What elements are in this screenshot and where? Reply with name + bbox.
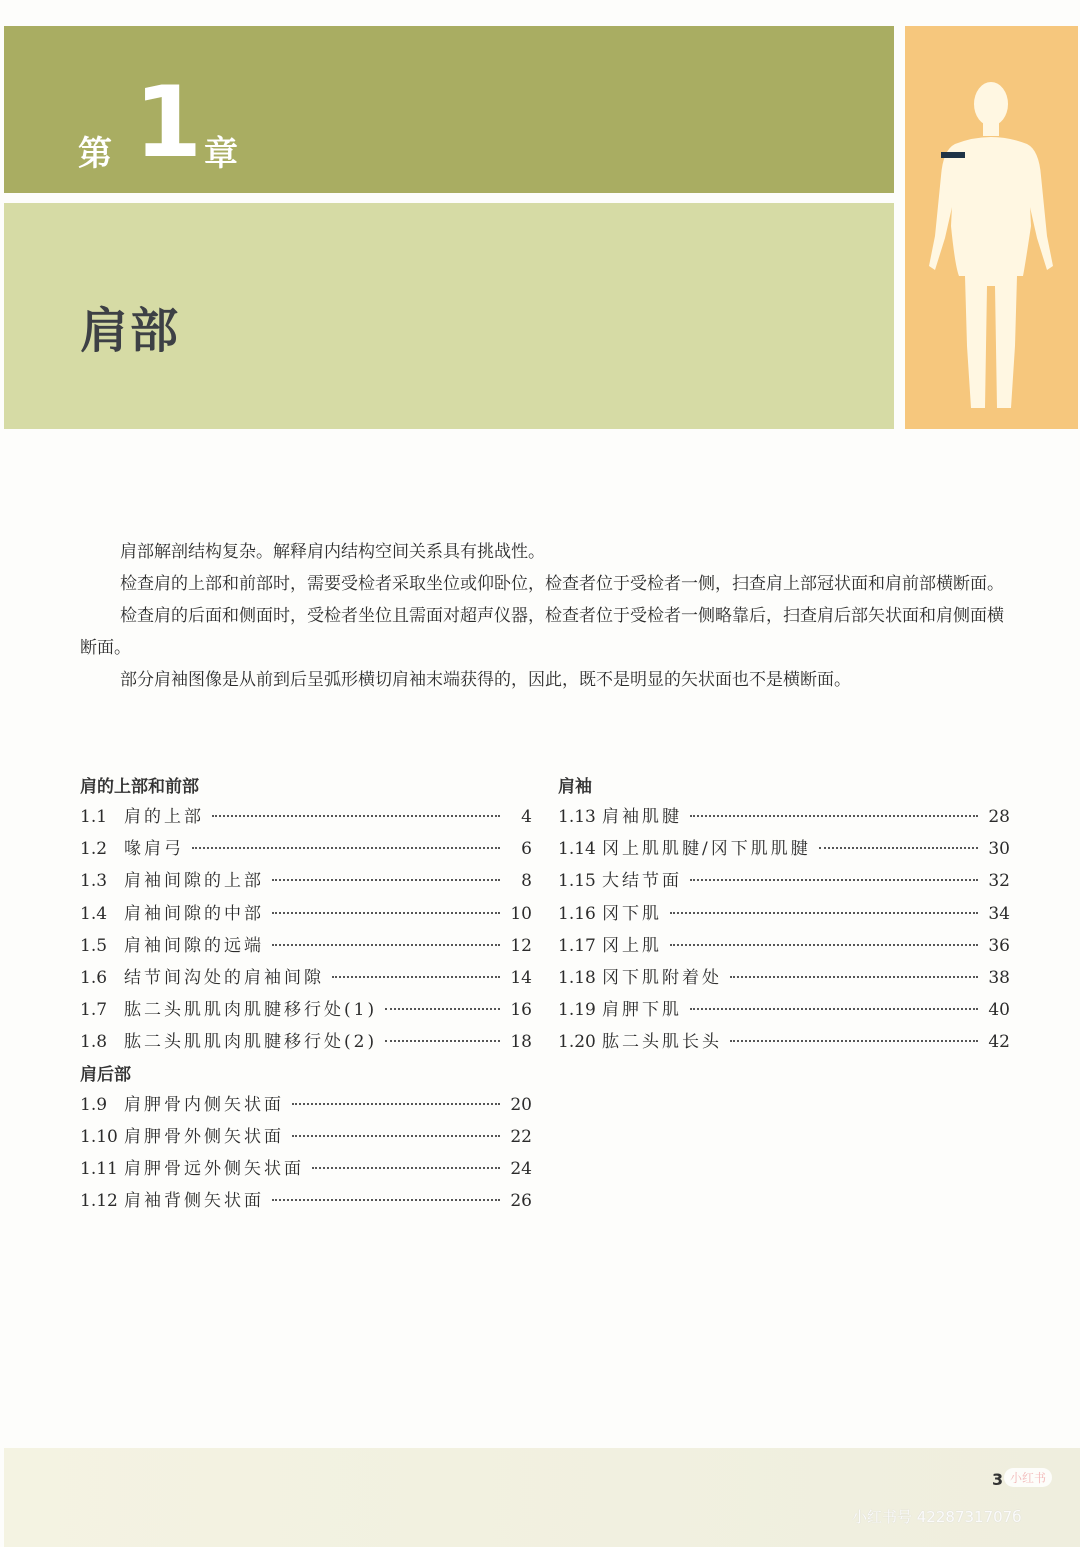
toc-entry-label: 肩胛下肌 [602,1000,682,1021]
toc-section-heading: 肩袖 [558,777,592,797]
watermark-logo: 小红书 [1004,1468,1052,1487]
toc-list [80,802,532,1060]
intro-text [80,536,1010,696]
toc-entry[interactable] [80,802,532,834]
toc-entry-page: 16 [510,1000,532,1021]
toc-entry-label: 肩的上部 [124,807,204,827]
toc-entry-label: 肱二头肌肌肉肌腱移行处(1) [124,1000,378,1021]
toc-entry[interactable] [80,1090,532,1122]
toc-entry-label: 肩袖肌腱 [602,807,682,827]
toc-entry[interactable] [80,1027,532,1059]
toc-entry-leader [730,975,978,978]
toc-entry-number: 1.13 [558,807,596,827]
toc-entry-leader [272,943,500,946]
toc-entry-page: 20 [510,1094,532,1115]
toc-entry[interactable] [80,931,532,963]
toc-entry[interactable] [558,963,1010,995]
chapter-number: 1 [134,66,203,180]
toc-entry-page: 10 [510,903,532,924]
toc-entry[interactable] [558,866,1010,898]
toc-entry-page: 30 [988,839,1010,860]
toc-entry-number: 1.2 [80,839,108,860]
toc-entry-label: 肩袖间隙的上部 [124,871,264,892]
toc-entry[interactable] [558,1027,1010,1059]
toc-entry-leader [312,1166,500,1169]
toc-entry[interactable] [558,995,1010,1027]
toc-entry-leader [272,911,500,914]
intro-paragraph: 部分肩袖图像是从前到后呈弧形横切肩袖末端获得的，因此，既不是明显的矢状面也不是横断面。 [120,670,851,690]
intro-paragraph: 检查肩的后面和侧面时，受检者坐位且需面对超声仪器，检查者位于受检者一侧略靠后，扫查肩后部矢状面和肩侧面横断面。 [80,606,1004,658]
toc-entry-number: 1.14 [558,839,596,860]
chapter-title: 肩部 [80,303,181,359]
toc-entry-label: 冈下肌 [602,903,662,924]
toc-entry-number: 1.1 [80,807,108,827]
toc-entry[interactable] [80,963,532,995]
toc-section-heading: 肩后部 [80,1064,131,1085]
toc-entry-page: 26 [510,1191,532,1212]
toc-entry-page: 32 [988,871,1010,892]
toc-list [80,1090,532,1219]
chapter-prefix: 第 [78,134,112,174]
toc-entry-label: 喙肩弓 [124,839,184,860]
toc-entry-number: 1.20 [558,1032,596,1053]
toc-entry-label: 冈上肌肌腱/冈下肌肌腱 [602,839,811,860]
human-body-icon [905,26,1078,429]
toc-entry-number: 1.5 [80,935,108,956]
toc-entry[interactable] [558,802,1010,834]
watermark-id: 小红书号 4228731707б [852,1508,1022,1526]
toc-entry[interactable] [80,834,532,866]
toc-entry-page: 28 [988,807,1010,827]
toc-entry-number: 1.11 [80,1158,118,1179]
intro-paragraph: 检查肩的上部和前部时，需要受检者采取坐位或仰卧位，检查者位于受检者一侧，扫查肩上部冠状面和肩前部横断面。 [120,574,1004,594]
footer-band [4,1448,1080,1547]
toc-entry-page: 40 [988,1000,1010,1021]
toc-entry[interactable] [80,995,532,1027]
toc-entry-leader [670,943,978,946]
toc-entry-number: 1.10 [80,1126,118,1147]
toc-entry-leader [292,1134,500,1137]
toc-list [558,802,1010,1060]
toc-entry[interactable] [80,866,532,898]
toc-entry-page: 18 [510,1032,532,1053]
toc-entry-number: 1.12 [80,1191,118,1212]
toc-entry-page: 8 [521,871,532,892]
toc-entry[interactable] [80,1122,532,1154]
shoulder-marker [941,152,965,158]
toc-section-heading: 肩的上部和前部 [80,777,199,797]
toc-entry-leader [332,975,500,978]
toc-left-column [80,772,532,1218]
toc-entry-page: 6 [521,839,532,860]
toc-entry[interactable] [80,899,532,931]
intro-paragraph: 肩部解剖结构复杂。解释肩内结构空间关系具有挑战性。 [120,542,545,562]
toc-entry-page: 4 [521,807,532,827]
chapter-suffix: 章 [204,134,238,174]
toc-entry-number: 1.16 [558,903,596,924]
toc-entry-label: 冈上肌 [602,935,662,956]
toc-entry-leader [690,814,978,817]
toc-entry-leader [670,911,978,914]
toc-entry-leader [292,1102,500,1105]
toc-entry-page: 22 [510,1126,532,1147]
toc-entry-leader [690,1007,978,1010]
toc-entry-number: 1.6 [80,967,108,988]
toc-entry-label: 肩袖间隙的远端 [124,935,264,956]
toc-entry-page: 12 [510,935,532,956]
toc-entry-page: 38 [988,967,1010,988]
toc-entry-label: 肩胛骨远外侧矢状面 [124,1158,304,1179]
toc-entry-number: 1.19 [558,1000,596,1021]
toc-entry-label: 肩袖背侧矢状面 [124,1191,264,1212]
toc-entry[interactable] [80,1186,532,1218]
toc-entry-page: 34 [988,903,1010,924]
toc-entry-number: 1.3 [80,871,108,892]
toc-entry-number: 1.4 [80,903,108,924]
toc-entry-leader [272,878,500,881]
toc-entry-leader [385,1039,500,1042]
toc-entry-page: 24 [510,1158,532,1179]
toc-entry-leader [819,846,978,849]
toc-entry-leader [192,846,500,849]
toc-entry-page: 42 [988,1032,1010,1053]
toc-entry-leader [730,1039,978,1042]
toc-entry-label: 冈下肌附着处 [602,967,722,988]
toc-entry-label: 大结节面 [602,871,682,892]
toc-entry-number: 1.9 [80,1094,108,1115]
toc-entry-label: 肩袖间隙的中部 [124,903,264,924]
toc-entry-leader [272,1198,500,1201]
toc-entry[interactable] [558,931,1010,963]
toc-entry-leader [212,814,500,817]
toc-entry-label: 肩胛骨外侧矢状面 [124,1126,284,1147]
toc-entry[interactable] [558,834,1010,866]
toc-entry-label: 结节间沟处的肩袖间隙 [124,967,324,988]
toc-entry-label: 肩胛骨内侧矢状面 [124,1094,284,1115]
toc-entry-number: 1.17 [558,935,596,956]
body-figure-panel [905,26,1078,429]
toc-right-column [558,772,1010,1060]
toc-entry-page: 36 [988,935,1010,956]
toc-entry-leader [690,878,978,881]
toc-entry-number: 1.8 [80,1032,108,1053]
page-number: 3 [992,1470,1004,1489]
toc-entry-label: 肱二头肌长头 [602,1032,722,1053]
toc-entry[interactable] [558,899,1010,931]
toc-entry-leader [385,1007,500,1010]
toc-entry[interactable] [80,1154,532,1186]
toc-entry-label: 肱二头肌肌肉肌腱移行处(2) [124,1032,378,1053]
toc-entry-number: 1.18 [558,967,596,988]
toc-entry-page: 14 [510,967,532,988]
toc-entry-number: 1.7 [80,1000,108,1021]
toc-entry-number: 1.15 [558,871,596,892]
